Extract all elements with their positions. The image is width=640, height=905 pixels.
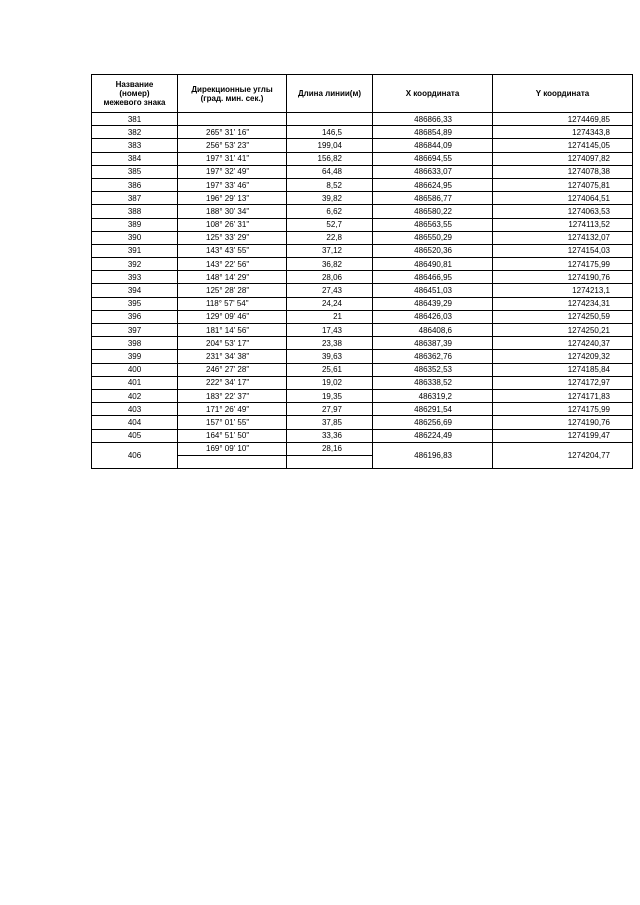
marker-name-cell: 386 — [92, 178, 178, 191]
directional-angle-cell: 181° 14' 56" — [178, 324, 287, 337]
directional-angle-cell: 204° 53' 17" — [178, 337, 287, 350]
header-y-coordinate: Y координата — [493, 75, 633, 113]
y-coordinate-cell: 1274175,99 — [493, 403, 633, 416]
x-coordinate-cell: 486624,95 — [373, 178, 493, 191]
y-coordinate-cell: 1274078,38 — [493, 165, 633, 178]
table-body — [92, 113, 633, 469]
x-coordinate-cell: 486426,03 — [373, 310, 493, 323]
line-length-cell: 17,43 — [287, 324, 373, 337]
marker-name-cell: 399 — [92, 350, 178, 363]
x-coordinate-cell: 486338,52 — [373, 376, 493, 389]
y-coordinate-cell: 1274343,8 — [493, 126, 633, 139]
line-length-cell: 6,62 — [287, 205, 373, 218]
x-coordinate-cell: 486490,81 — [373, 258, 493, 271]
x-coordinate-cell: 486466,95 — [373, 271, 493, 284]
line-length-cell: 23,38 — [287, 337, 373, 350]
marker-name-cell: 401 — [92, 376, 178, 389]
y-coordinate-cell: 1274185,84 — [493, 363, 633, 376]
marker-name-cell: 384 — [92, 152, 178, 165]
line-length-cell: 25,61 — [287, 363, 373, 376]
marker-name-cell: 405 — [92, 429, 178, 442]
line-length-cell: 37,12 — [287, 244, 373, 257]
directional-angle-cell: 169° 09' 10" — [178, 442, 287, 455]
line-length-cell: 199,04 — [287, 139, 373, 152]
y-coordinate-cell: 1274063,53 — [493, 205, 633, 218]
y-coordinate-cell: 1274190,76 — [493, 416, 633, 429]
y-coordinate-cell: 1274145,05 — [493, 139, 633, 152]
directional-angle-cell: 197° 33' 46" — [178, 178, 287, 191]
x-coordinate-cell: 486550,29 — [373, 231, 493, 244]
angle-cell-empty — [178, 455, 287, 468]
y-coordinate-cell: 1274154,03 — [493, 244, 633, 257]
directional-angle-cell: 197° 31' 41" — [178, 152, 287, 165]
line-length-cell: 22,8 — [287, 231, 373, 244]
x-coordinate-cell: 486451,03 — [373, 284, 493, 297]
x-coordinate-cell: 486362,76 — [373, 350, 493, 363]
directional-angle-cell: 196° 29' 13" — [178, 192, 287, 205]
marker-name-cell: 381 — [92, 113, 178, 126]
directional-angle-cell: 197° 32' 49" — [178, 165, 287, 178]
marker-name-cell: 398 — [92, 337, 178, 350]
line-length-cell: 146,5 — [287, 126, 373, 139]
y-coordinate-cell: 1274075,81 — [493, 178, 633, 191]
x-coordinate-cell: 486224,49 — [373, 429, 493, 442]
x-coordinate-cell: 486854,89 — [373, 126, 493, 139]
marker-name-cell: 404 — [92, 416, 178, 429]
line-length-cell: 27,43 — [287, 284, 373, 297]
line-length-cell: 24,24 — [287, 297, 373, 310]
y-coordinate-cell: 1274190,76 — [493, 271, 633, 284]
x-coordinate-cell: 486352,53 — [373, 363, 493, 376]
marker-name-cell: 392 — [92, 258, 178, 271]
x-coordinate-cell: 486196,83 — [373, 442, 493, 468]
x-coordinate-cell: 486319,2 — [373, 389, 493, 402]
marker-name-cell: 383 — [92, 139, 178, 152]
y-coordinate-cell: 1274204,77 — [493, 442, 633, 468]
directional-angle-cell: 148° 14' 29" — [178, 271, 287, 284]
directional-angle-cell: 246° 27' 28" — [178, 363, 287, 376]
x-coordinate-cell: 486256,69 — [373, 416, 493, 429]
x-coordinate-cell: 486580,22 — [373, 205, 493, 218]
x-coordinate-cell: 486586,77 — [373, 192, 493, 205]
marker-name-cell: 397 — [92, 324, 178, 337]
x-coordinate-cell: 486408,6 — [373, 324, 493, 337]
marker-name-cell: 393 — [92, 271, 178, 284]
directional-angle-cell: 164° 51' 50" — [178, 429, 287, 442]
marker-name-cell: 403 — [92, 403, 178, 416]
directional-angle-cell: 265° 31' 16" — [178, 126, 287, 139]
y-coordinate-cell: 1274234,31 — [493, 297, 633, 310]
directional-angle-cell: 125° 33' 29" — [178, 231, 287, 244]
directional-angle-cell: 222° 34' 17" — [178, 376, 287, 389]
y-coordinate-cell: 1274064,51 — [493, 192, 633, 205]
directional-angle-cell: 171° 26' 49" — [178, 403, 287, 416]
line-length-cell: 19,35 — [287, 389, 373, 402]
marker-name-cell: 402 — [92, 389, 178, 402]
table-header-row — [92, 75, 633, 113]
x-coordinate-cell: 486520,36 — [373, 244, 493, 257]
marker-name-cell: 382 — [92, 126, 178, 139]
x-coordinate-cell: 486291,54 — [373, 403, 493, 416]
line-length-cell: 8,52 — [287, 178, 373, 191]
y-coordinate-cell: 1274132,07 — [493, 231, 633, 244]
y-coordinate-cell: 1274213,1 — [493, 284, 633, 297]
marker-name-cell: 395 — [92, 297, 178, 310]
directional-angle-cell: 125° 28' 28" — [178, 284, 287, 297]
marker-name-cell: 394 — [92, 284, 178, 297]
directional-angle-cell: 256° 53' 23" — [178, 139, 287, 152]
directional-angle-cell: 188° 30' 34" — [178, 205, 287, 218]
line-length-cell: 28,06 — [287, 271, 373, 284]
directional-angle-cell: 143° 43' 55" — [178, 244, 287, 257]
marker-name-cell: 400 — [92, 363, 178, 376]
line-length-cell: 36,82 — [287, 258, 373, 271]
directional-angle-cell: 129° 09' 46" — [178, 310, 287, 323]
x-coordinate-cell: 486866,33 — [373, 113, 493, 126]
directional-angle-cell: 118° 57' 54" — [178, 297, 287, 310]
line-length-cell: 21 — [287, 310, 373, 323]
marker-name-cell: 391 — [92, 244, 178, 257]
angle-cell-empty — [178, 113, 287, 126]
line-length-cell: 156,82 — [287, 152, 373, 165]
line-length-cell: 27,97 — [287, 403, 373, 416]
y-coordinate-cell: 1274113,52 — [493, 218, 633, 231]
marker-name-cell: 388 — [92, 205, 178, 218]
length-cell-empty — [287, 113, 373, 126]
directional-angle-cell: 157° 01' 55" — [178, 416, 287, 429]
line-length-cell: 64,48 — [287, 165, 373, 178]
table-row-point — [92, 113, 633, 126]
length-cell-empty — [287, 455, 373, 468]
y-coordinate-cell: 1274171,83 — [493, 389, 633, 402]
x-coordinate-cell: 486694,55 — [373, 152, 493, 165]
x-coordinate-cell: 486844,09 — [373, 139, 493, 152]
header-directional-angle: Дирекционные углы (град. мин. сек.) — [178, 75, 287, 113]
y-coordinate-cell: 1274250,21 — [493, 324, 633, 337]
marker-name-cell: 387 — [92, 192, 178, 205]
x-coordinate-cell: 486563,55 — [373, 218, 493, 231]
y-coordinate-cell: 1274172,97 — [493, 376, 633, 389]
y-coordinate-cell: 1274240,37 — [493, 337, 633, 350]
header-marker-name: Название (номер) межевого знака — [92, 75, 178, 113]
marker-name-cell: 406 — [92, 442, 178, 468]
line-length-cell: 39,82 — [287, 192, 373, 205]
directional-angle-cell: 143° 22' 56" — [178, 258, 287, 271]
marker-name-cell: 396 — [92, 310, 178, 323]
y-coordinate-cell: 1274250,59 — [493, 310, 633, 323]
y-coordinate-cell: 1274209,32 — [493, 350, 633, 363]
y-coordinate-cell: 1274199,47 — [493, 429, 633, 442]
line-length-cell: 52,7 — [287, 218, 373, 231]
line-length-cell: 28,16 — [287, 442, 373, 455]
directional-angle-cell: 231° 34' 38" — [178, 350, 287, 363]
line-length-cell: 39,63 — [287, 350, 373, 363]
directional-angle-cell: 108° 26' 31" — [178, 218, 287, 231]
line-length-cell: 37,85 — [287, 416, 373, 429]
line-length-cell: 33,36 — [287, 429, 373, 442]
marker-name-cell: 390 — [92, 231, 178, 244]
line-length-cell: 19,02 — [287, 376, 373, 389]
directional-angle-cell: 183° 22' 37" — [178, 389, 287, 402]
y-coordinate-cell: 1274469,85 — [493, 113, 633, 126]
header-line-length: Длина линии(м) — [287, 75, 373, 113]
header-x-coordinate: X координата — [373, 75, 493, 113]
y-coordinate-cell: 1274097,82 — [493, 152, 633, 165]
marker-name-cell: 385 — [92, 165, 178, 178]
y-coordinate-cell: 1274175,99 — [493, 258, 633, 271]
marker-name-cell: 389 — [92, 218, 178, 231]
x-coordinate-cell: 486387,39 — [373, 337, 493, 350]
boundary-coordinates-table — [91, 74, 633, 469]
x-coordinate-cell: 486633,07 — [373, 165, 493, 178]
x-coordinate-cell: 486439,29 — [373, 297, 493, 310]
